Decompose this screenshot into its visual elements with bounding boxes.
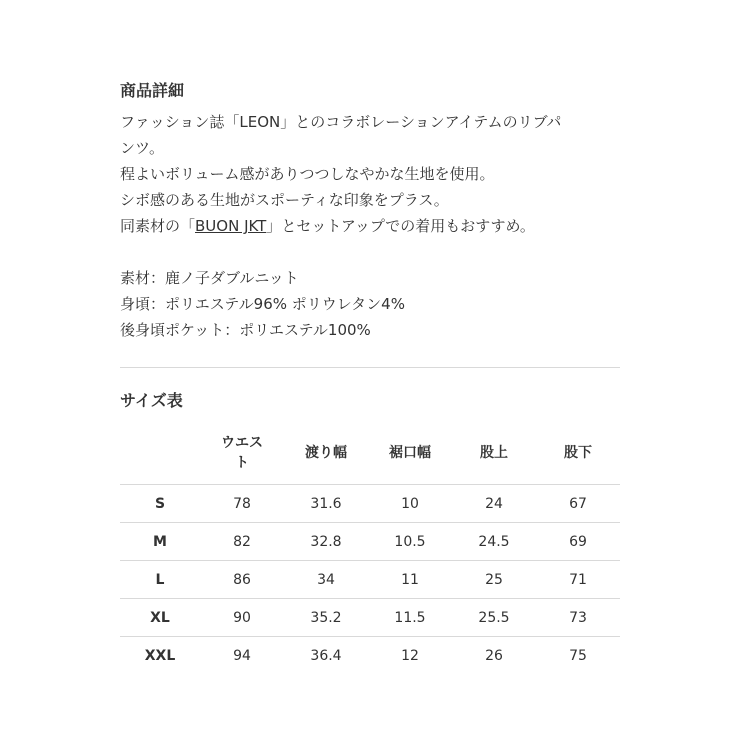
header-cell-thigh: 渡り幅 (284, 422, 368, 485)
table-cell: 67 (536, 485, 620, 523)
table-cell: 35.2 (284, 599, 368, 637)
table-row (120, 637, 620, 675)
table-cell: 69 (536, 523, 620, 561)
material-line: 後身頃ポケット：ポリエステル100% (120, 321, 371, 339)
description-line: ファッション誌「LEON」とのコラボレーションアイテムのリブパ (120, 113, 562, 131)
size-label: M (120, 523, 200, 561)
size-label: XXL (144, 647, 176, 664)
spacer (120, 239, 620, 265)
table-cell: 32.8 (284, 523, 368, 561)
table-cell: 86 (200, 561, 284, 599)
header-cell-inseam: 股下 (536, 422, 620, 485)
table-cell: 24 (452, 485, 536, 523)
table-row (120, 485, 620, 523)
product-content (120, 78, 620, 674)
coordinate-line (120, 213, 620, 239)
header-cell-hem: 裾口幅 (368, 422, 452, 485)
details-description (120, 109, 620, 343)
material-line: 素材：鹿ノ子ダブルニット (120, 269, 299, 287)
coordinate-suffix: 」とセットアップでの着用もおすすめ。 (266, 217, 535, 235)
table-cell: 82 (200, 523, 284, 561)
table-cell: 73 (536, 599, 620, 637)
description-line: 程よいボリューム感がありつつしなやかな生地を使用。 (120, 165, 495, 183)
size-label: S (120, 485, 200, 523)
size-label: L (120, 561, 200, 599)
description-line: ンツ。 (120, 139, 164, 157)
size-table-header-row (120, 422, 620, 485)
table-cell: 75 (569, 647, 587, 664)
table-cell: 26 (485, 647, 503, 664)
size-label: XL (120, 599, 200, 637)
table-row (120, 599, 620, 637)
table-cell: 25.5 (452, 599, 536, 637)
table-row (120, 523, 620, 561)
table-cell: 90 (200, 599, 284, 637)
header-cell-size (120, 422, 200, 485)
coordinate-prefix: 同素材の「 (120, 217, 196, 235)
section-divider (120, 367, 620, 368)
table-cell: 34 (284, 561, 368, 599)
table-cell: 11.5 (368, 599, 452, 637)
table-row (120, 561, 620, 599)
table-cell: 25 (452, 561, 536, 599)
buon-jkt-link[interactable]: BUON JKT (195, 217, 267, 235)
header-waist-label: ウエスト (221, 435, 263, 471)
table-cell: 71 (536, 561, 620, 599)
header-cell-rise: 股上 (452, 422, 536, 485)
material-line: 身頃：ポリエステル96% ポリウレタン4% (120, 295, 405, 313)
table-cell: 36.4 (310, 647, 342, 664)
details-heading: 商品詳細 (120, 81, 185, 100)
description-line: シボ感のある生地がスポーティな印象をプラス。 (120, 191, 449, 209)
table-cell: 12 (401, 647, 419, 664)
header-cell-waist (200, 422, 284, 485)
table-cell: 78 (200, 485, 284, 523)
size-table-heading: サイズ表 (120, 391, 183, 410)
table-cell: 94 (233, 647, 251, 664)
table-cell: 24.5 (452, 523, 536, 561)
table-cell: 11 (368, 561, 452, 599)
size-table (120, 422, 620, 674)
table-cell: 10.5 (368, 523, 452, 561)
table-cell: 31.6 (284, 485, 368, 523)
table-cell: 10 (368, 485, 452, 523)
